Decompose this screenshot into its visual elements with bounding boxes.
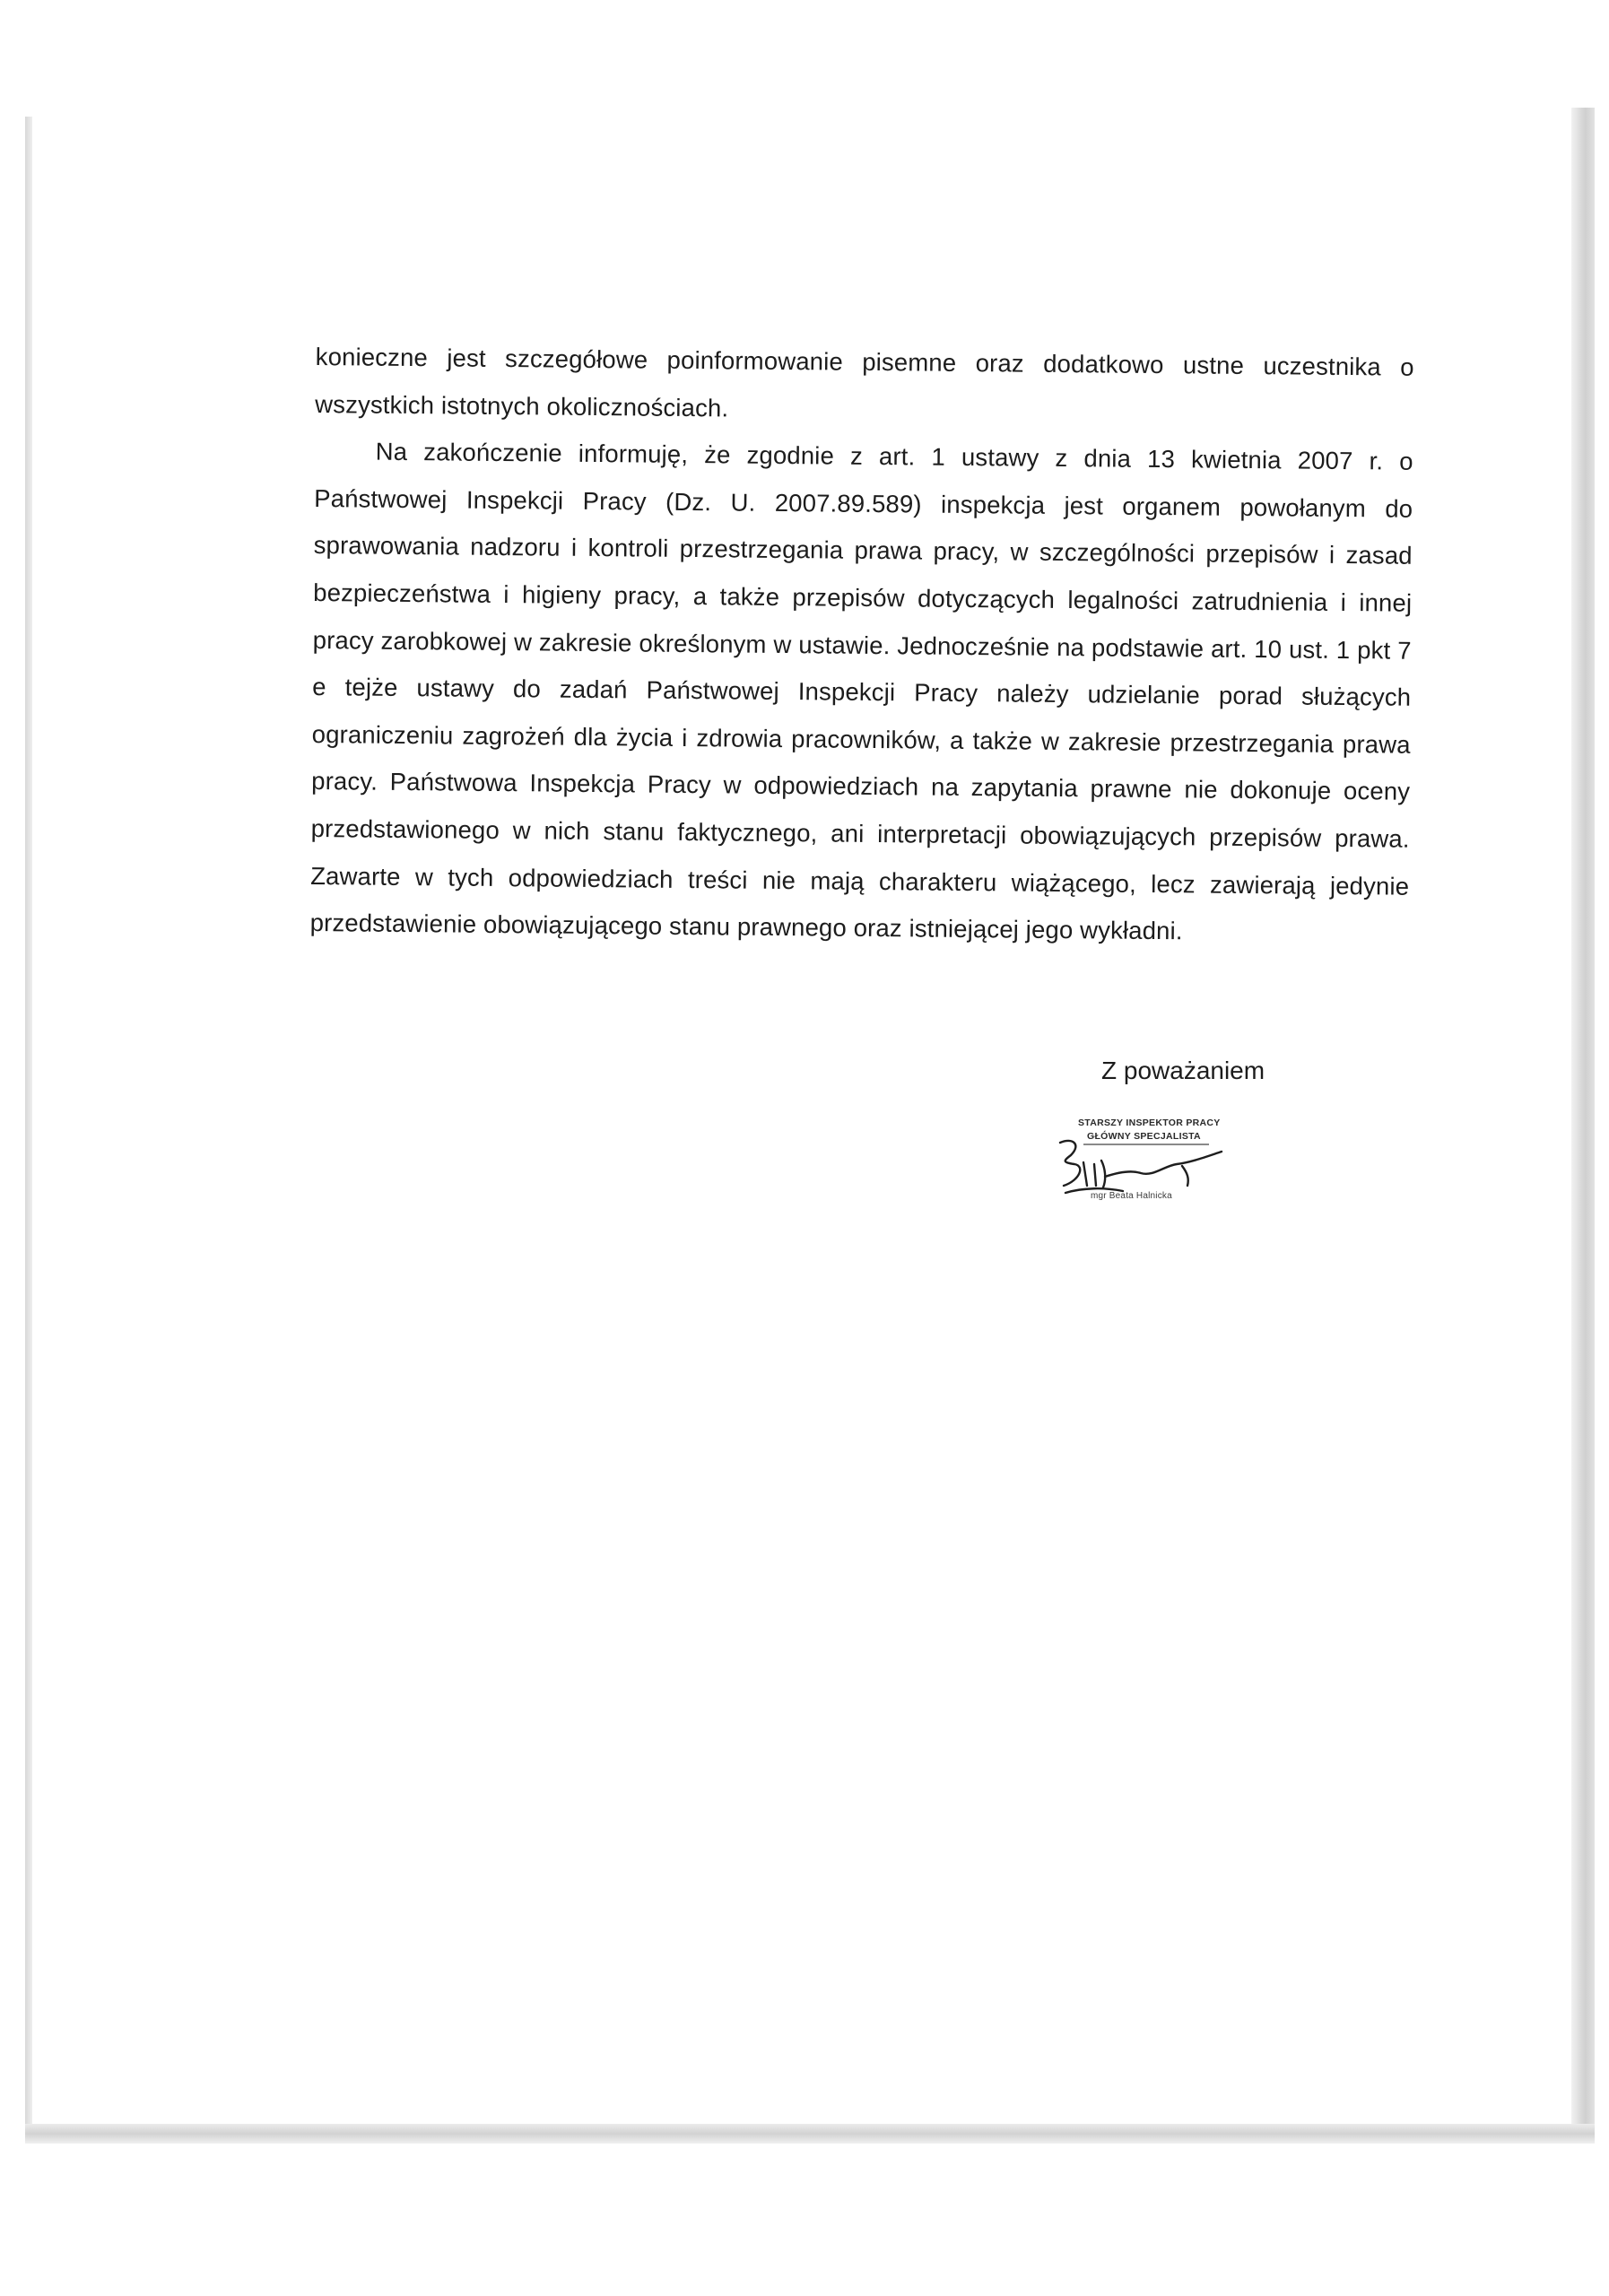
stamp-line-1: STARSZY INSPEKTOR PRACY <box>1078 1118 1221 1128</box>
letter-paragraph-1: konieczne jest szczegółowe poinformowanie pisemne oraz dodatkowo ustne uczestnika o wszystkich istotnych okolicznościach. <box>315 342 1414 422</box>
scan-edge-left <box>25 117 32 2144</box>
signature-stamp <box>1030 1110 1272 1209</box>
letter-closing: Z poważaniem <box>1101 1057 1265 1084</box>
handwritten-signature <box>1060 1141 1222 1193</box>
scan-edge-right <box>1571 108 1595 2144</box>
stamp-line-3: mgr Beata Halnicka <box>1091 1191 1172 1201</box>
scan-edge-bottom <box>25 2124 1595 2144</box>
letter-body <box>309 334 1414 957</box>
stamp-line-2: GŁÓWNY SPECJALISTA <box>1087 1131 1201 1142</box>
letter-paragraph-2: Na zakończenie informuję, że zgodnie z art. 1 ustawy z dnia 13 kwietnia 2007 r. o Państwowej Inspekcji Pracy (Dz. U. 2007.89.589) inspekcja jest organem powołanym do sprawowania nadzoru i kontroli przestrzegania prawa pracy, w szczególności przepisów i zasad bezpieczeństwa i higieny pracy, a także przepisów dotyczących legalności zatrudnienia i innej pracy zarobkowej w zakresie określonym w ustawie. Jednocześnie na podstawie art. 10 ust. 1 pkt 7 e tejże ustawy do zadań Państwowej Inspekcji Pracy należy udzielanie porad służących ograniczeniu zagrożeń dla życia i zdrowia pracowników, a także w zakresie przestrzegania prawa pracy. Państwowa Inspekcja Pracy w odpowiedziach na zapytania prawne nie dokonuje oceny przedstawionego w nich stanu faktycznego, ani interpretacji obowiązujących przepisów prawa. Zawarte w tych odpowiedziach treści nie mają charakteru wiążącego, lecz zawierają jedynie przedstawienie obowiązującego stanu prawnego oraz istniejącej jego wykładni. <box>309 437 1413 945</box>
